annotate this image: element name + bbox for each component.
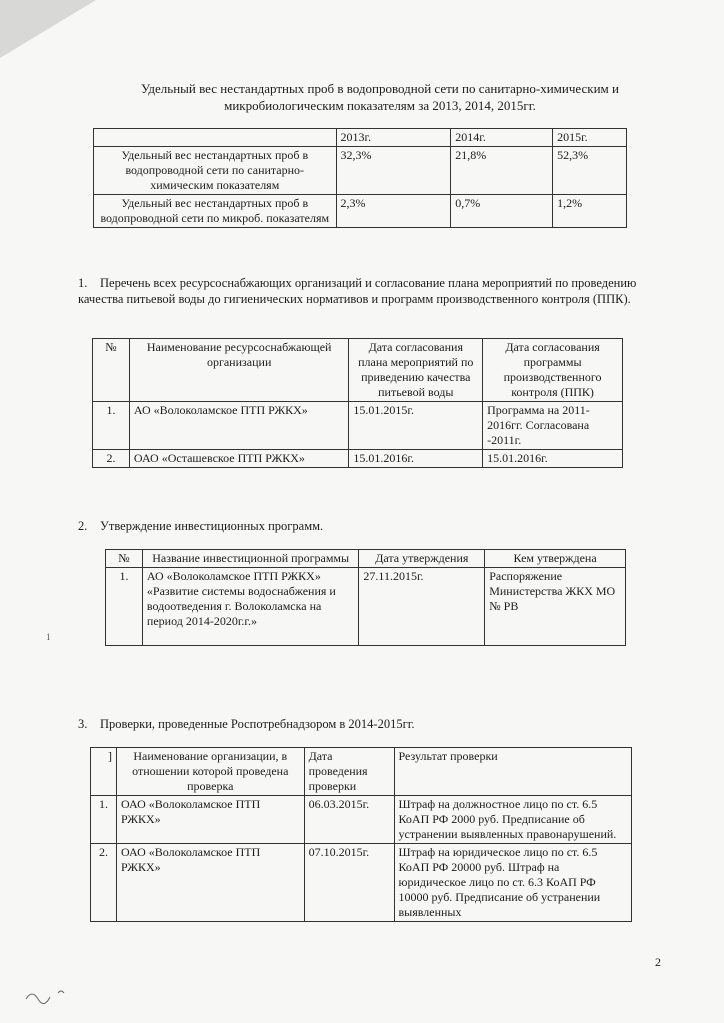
header-cell: Наименование ресурсоснабжающей организации — [129, 339, 349, 402]
section-number: 2. — [78, 519, 88, 533]
organization-name: ОАО «Волоколамское ПТП РЖКХ» — [116, 844, 304, 922]
section-number: 3. — [78, 717, 88, 731]
plan-date: 15.01.2016г. — [349, 450, 483, 468]
approval-date: 27.11.2015г. — [359, 568, 485, 646]
header-cell: Наименование организации, в отношении которой проведена проверка — [116, 748, 304, 796]
header-cell: Дата проведения проверки — [304, 748, 394, 796]
header-cell: Результат проверки — [394, 748, 631, 796]
inspection-result: Штраф на юридическое лицо по ст. 6.5 КоАП РФ 20000 руб. Штраф на юридическое лицо по ст. 6.3 КоАП РФ 10000 руб. Предписание об устранении выявленных — [394, 844, 631, 922]
row-label: Удельный вес нестандартных проб в водопроводной сети по санитарно-химическим показателям — [94, 147, 337, 195]
header-cell: 2015г. — [553, 129, 627, 147]
inspection-date: 06.03.2015г. — [304, 796, 394, 844]
margin-mark: 1 — [46, 632, 51, 642]
section-text: Перечень всех ресурсоснабжающих организаций и согласование плана мероприятий по проведению качества питьевой воды до гигиенических нормативов и программ производственного контроля (ППК). — [78, 276, 637, 306]
organization-name: ОАО «Осташевское ПТП РЖКХ» — [129, 450, 349, 468]
section-number: 1. — [78, 276, 88, 290]
value-2014: 21,8% — [451, 147, 553, 195]
section-text: Утверждение инвестиционных программ. — [100, 519, 324, 533]
inspection-result: Штраф на должностное лицо по ст. 6.5 КоАП РФ 2000 руб. Предписание об устранении выявленных правонарушений. — [394, 796, 631, 844]
row-number: 1. — [91, 796, 117, 844]
value-2013: 32,3% — [336, 147, 451, 195]
header-cell: ] — [91, 748, 117, 796]
value-2015: 1,2% — [553, 195, 627, 228]
folded-corner — [0, 0, 96, 58]
value-2013: 2,3% — [336, 195, 451, 228]
table-header-row — [106, 550, 626, 568]
table-investment-programs — [105, 549, 626, 646]
section-text: Проверки, проведенные Роспотребнадзором в 2014-2015гг. — [100, 717, 415, 731]
table-header-row — [94, 129, 627, 147]
table-row — [106, 568, 626, 646]
table-row — [91, 844, 632, 922]
header-cell: Дата согласования плана мероприятий по приведению качества питьевой воды — [349, 339, 483, 402]
table-row — [94, 147, 627, 195]
section-2-heading — [78, 518, 638, 534]
row-number: 1. — [106, 568, 143, 646]
header-cell: № — [93, 339, 130, 402]
header-cell: Дата утверждения — [359, 550, 485, 568]
header-cell: Название инвестиционной программы — [142, 550, 359, 568]
page-title — [100, 80, 660, 114]
row-label: Удельный вес нестандартных проб в водопроводной сети по микроб. показателям — [94, 195, 337, 228]
table-row — [93, 450, 623, 468]
header-cell: 2013г. — [336, 129, 451, 147]
table-inspections — [90, 747, 632, 922]
table-nonstandard-samples — [93, 128, 627, 228]
table-resource-organizations — [92, 338, 623, 468]
table-row — [91, 796, 632, 844]
table-header-row — [91, 748, 632, 796]
inspection-date: 07.10.2015г. — [304, 844, 394, 922]
page-number: 2 — [655, 955, 661, 969]
value-2014: 0,7% — [451, 195, 553, 228]
organization-name: АО «Волоколамское ПТП РЖКХ» — [129, 402, 349, 450]
table-row — [94, 195, 627, 228]
row-number: 2. — [93, 450, 130, 468]
ppk-date: 15.01.2016г. — [483, 450, 623, 468]
row-number: 1. — [93, 402, 130, 450]
header-cell — [94, 129, 337, 147]
title-line-2: микробиологическим показателям за 2013, 2014, 2015гг. — [224, 98, 536, 113]
organization-name: ОАО «Волоколамское ПТП РЖКХ» — [116, 796, 304, 844]
table-header-row — [93, 339, 623, 402]
section-1-heading — [78, 275, 638, 307]
header-cell: № — [106, 550, 143, 568]
program-name: АО «Волоколамское ПТП РЖКХ» «Развитие системы водоснабжения и водоотведения г. Волоколамска на период 2014-2020г.г.» — [142, 568, 359, 646]
section-3-heading — [78, 716, 638, 732]
title-line-1: Удельный вес нестандартных проб в водопроводной сети по санитарно-химическим и — [141, 81, 619, 96]
approved-by: Распоряжение Министерства ЖКХ МО № РВ — [485, 568, 626, 646]
header-cell: Дата согласования программы производственного контроля (ППК) — [483, 339, 623, 402]
plan-date: 15.01.2015г. — [349, 402, 483, 450]
row-number: 2. — [91, 844, 117, 922]
pen-scribble — [24, 985, 76, 1005]
header-cell: Кем утверждена — [485, 550, 626, 568]
table-row — [93, 402, 623, 450]
ppk-date: Программа на 2011-2016гг. Согласована -2011г. — [483, 402, 623, 450]
header-cell: 2014г. — [451, 129, 553, 147]
value-2015: 52,3% — [553, 147, 627, 195]
